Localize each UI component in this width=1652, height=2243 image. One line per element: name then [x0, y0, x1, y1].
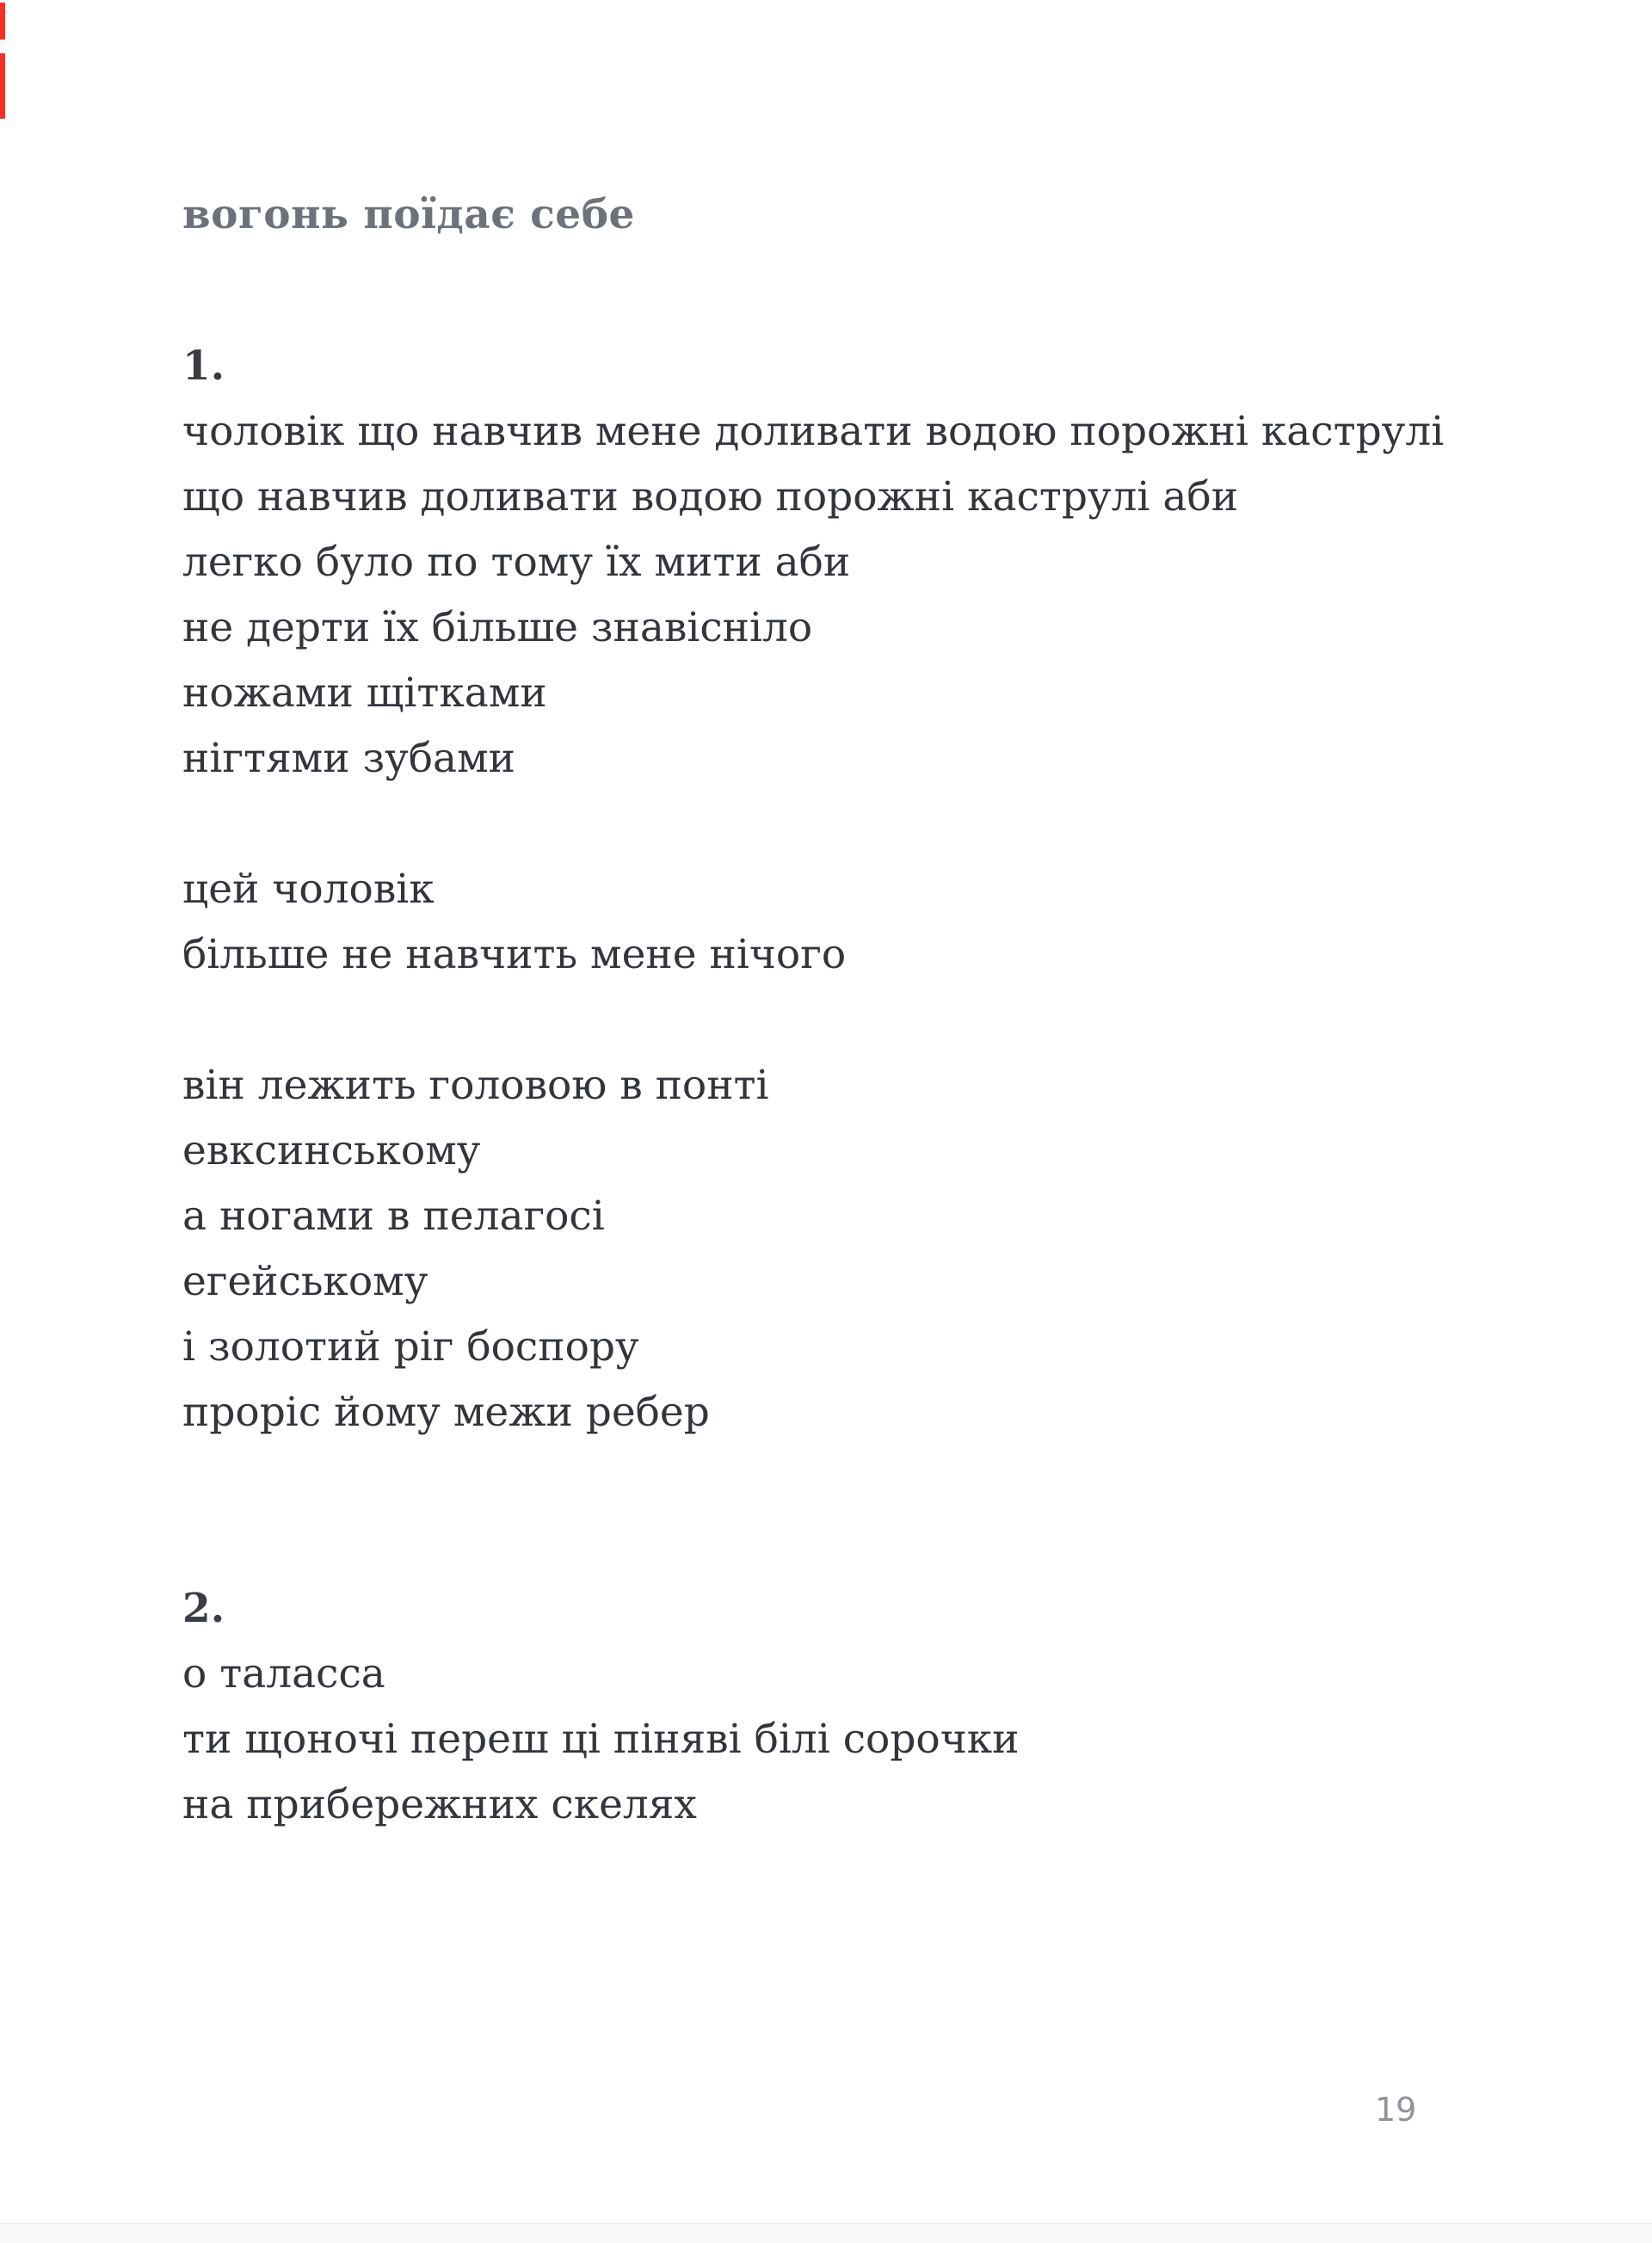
- poem-line: що навчив доливати водою порожні каструлі аби: [182, 473, 1239, 521]
- page-number: 19: [1375, 2091, 1417, 2129]
- poem-line: о таласса: [182, 1650, 385, 1698]
- poem-line: егейському: [182, 1258, 428, 1305]
- poem-line: цей чоловік: [182, 866, 435, 913]
- poem-line: нігтями зубами: [182, 735, 515, 782]
- poem-line: на прибережних скелях: [182, 1781, 697, 1828]
- poem-line: ножами щітками: [182, 669, 547, 717]
- poem-line: проріс йому межи ребер: [182, 1389, 710, 1436]
- poem-line: чоловік що навчив мене доливати водою порожні каструлі: [182, 408, 1445, 455]
- poem-line: і золотий ріг боспору: [182, 1323, 639, 1371]
- footer-bar: [0, 2223, 1652, 2243]
- section-number-1: 1.: [182, 342, 225, 390]
- poem-line: не дерти їх більше знавісніло: [182, 604, 813, 651]
- poem-content: [182, 191, 1602, 1838]
- red-edge-mark-bottom: [0, 53, 5, 119]
- poem-line: він лежить головою в понті: [182, 1062, 769, 1109]
- poem-line: легко було по тому їх мити аби: [182, 539, 851, 586]
- poem-title: вогонь поїдає себе: [182, 191, 635, 238]
- poem-line: ти щоночі переш ці піняві білі сорочки: [182, 1716, 1020, 1763]
- poem-line: а ногами в пелагосі: [182, 1192, 605, 1240]
- section-number-2: 2.: [182, 1585, 225, 1632]
- poem-line: більше не навчить мене нічого: [182, 931, 847, 978]
- red-edge-mark-top: [0, 3, 5, 40]
- poem-line: евксинському: [182, 1127, 481, 1174]
